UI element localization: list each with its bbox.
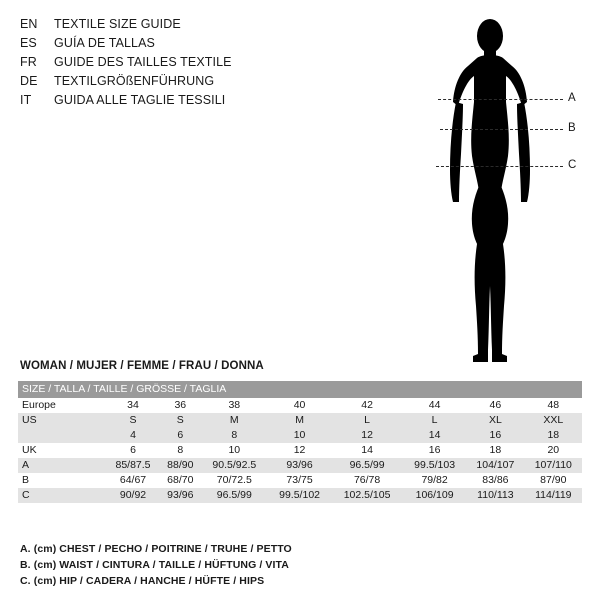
table-cell: 64/67 [106,473,160,488]
table-cell: L [331,413,403,428]
table-cell: 46 [466,398,525,413]
table-cell: 42 [331,398,403,413]
table-cell: 16 [403,443,466,458]
language-title-fr: GUIDE DES TAILLES TEXTILE [54,55,232,69]
table-cell: 87/90 [525,473,582,488]
table-cell: M [268,413,331,428]
footnote-chest: A. (cm) CHEST / PECHO / POITRINE / TRUHE / PETTO [20,543,292,555]
table-cell: 68/70 [160,473,201,488]
table-cell: M [201,413,269,428]
measure-line-a [438,99,563,100]
table-row [18,428,582,443]
table-cell: 93/96 [160,488,201,503]
table-cell: 107/110 [525,458,582,473]
language-title-it: GUIDA ALLE TAGLIE TESSILI [54,93,226,107]
table-header-label: SIZE / TALLA / TAILLE / GRÖSSE / TAGLIA [18,381,582,398]
table-cell: 85/87.5 [106,458,160,473]
language-title-de: TEXTILGRÖßENFÜHRUNG [54,74,215,88]
row-label: US [18,413,106,428]
table-cell: 96.5/99 [331,458,403,473]
table-cell: 10 [268,428,331,443]
footnotes-block [20,541,580,589]
female-body-silhouette-icon [430,10,550,370]
language-row-de [20,74,350,93]
table-cell: 102.5/105 [331,488,403,503]
table-cell: 20 [525,443,582,458]
table-cell: 90.5/92.5 [201,458,269,473]
table-cell: 16 [466,428,525,443]
size-table-wrapper [18,381,582,503]
table-cell: 99.5/103 [403,458,466,473]
table-cell: 18 [525,428,582,443]
table-cell: 6 [160,428,201,443]
table-cell: L [403,413,466,428]
table-cell: 99.5/102 [268,488,331,503]
row-label [18,428,106,443]
language-row-fr [20,55,350,74]
table-cell: 88/90 [160,458,201,473]
table-cell: 10 [201,443,269,458]
table-cell: 12 [268,443,331,458]
row-label: Europe [18,398,106,413]
section-heading: WOMAN / MUJER / FEMME / FRAU / DONNA [20,360,264,372]
language-code-es: ES [20,36,37,50]
table-cell: 8 [201,428,269,443]
table-cell: 70/72.5 [201,473,269,488]
table-row [18,443,582,458]
footnote-hip: C. (cm) HIP / CADERA / HANCHE / HÜFTE / HIPS [20,575,265,587]
table-cell: 44 [403,398,466,413]
language-title-es: GUÍA DE TALLAS [54,36,155,50]
row-label: B [18,473,106,488]
table-cell: 36 [160,398,201,413]
size-table [18,381,582,503]
table-cell: 4 [106,428,160,443]
table-cell: 14 [403,428,466,443]
measure-label-a: A [568,92,576,104]
table-cell: 18 [466,443,525,458]
row-label: A [18,458,106,473]
table-cell: XL [466,413,525,428]
table-row [18,488,582,503]
figure-diagram [400,10,590,370]
table-cell: 83/86 [466,473,525,488]
table-cell: 38 [201,398,269,413]
language-row-en [20,17,350,36]
table-cell: 40 [268,398,331,413]
table-header-row [18,381,582,398]
language-row-es [20,36,350,55]
table-cell: S [106,413,160,428]
table-cell: 8 [160,443,201,458]
table-row [18,458,582,473]
language-title-block [20,17,350,112]
table-cell: 73/75 [268,473,331,488]
language-code-fr: FR [20,55,37,69]
table-row [18,473,582,488]
table-cell: 96.5/99 [201,488,269,503]
table-cell: 114/119 [525,488,582,503]
table-cell: 104/107 [466,458,525,473]
table-cell: 93/96 [268,458,331,473]
language-code-en: EN [20,17,38,31]
table-cell: XXL [525,413,582,428]
table-cell: 106/109 [403,488,466,503]
table-cell: 12 [331,428,403,443]
table-cell: 14 [331,443,403,458]
table-cell: 90/92 [106,488,160,503]
table-row [18,398,582,413]
measure-line-c [436,166,563,167]
measure-label-b: B [568,122,576,134]
language-code-it: IT [20,93,32,107]
table-cell: 79/82 [403,473,466,488]
language-row-it [20,93,350,112]
footnote-waist: B. (cm) WAIST / CINTURA / TAILLE / HÜFTUNG / VITA [20,559,289,571]
row-label: UK [18,443,106,458]
table-cell: 6 [106,443,160,458]
row-label: C [18,488,106,503]
table-cell: 76/78 [331,473,403,488]
measure-label-c: C [568,159,577,171]
table-cell: S [160,413,201,428]
table-cell: 34 [106,398,160,413]
table-cell: 110/113 [466,488,525,503]
table-row [18,413,582,428]
language-title-en: TEXTILE SIZE GUIDE [54,17,181,31]
table-cell: 48 [525,398,582,413]
measure-line-b [440,129,563,130]
language-code-de: DE [20,74,38,88]
